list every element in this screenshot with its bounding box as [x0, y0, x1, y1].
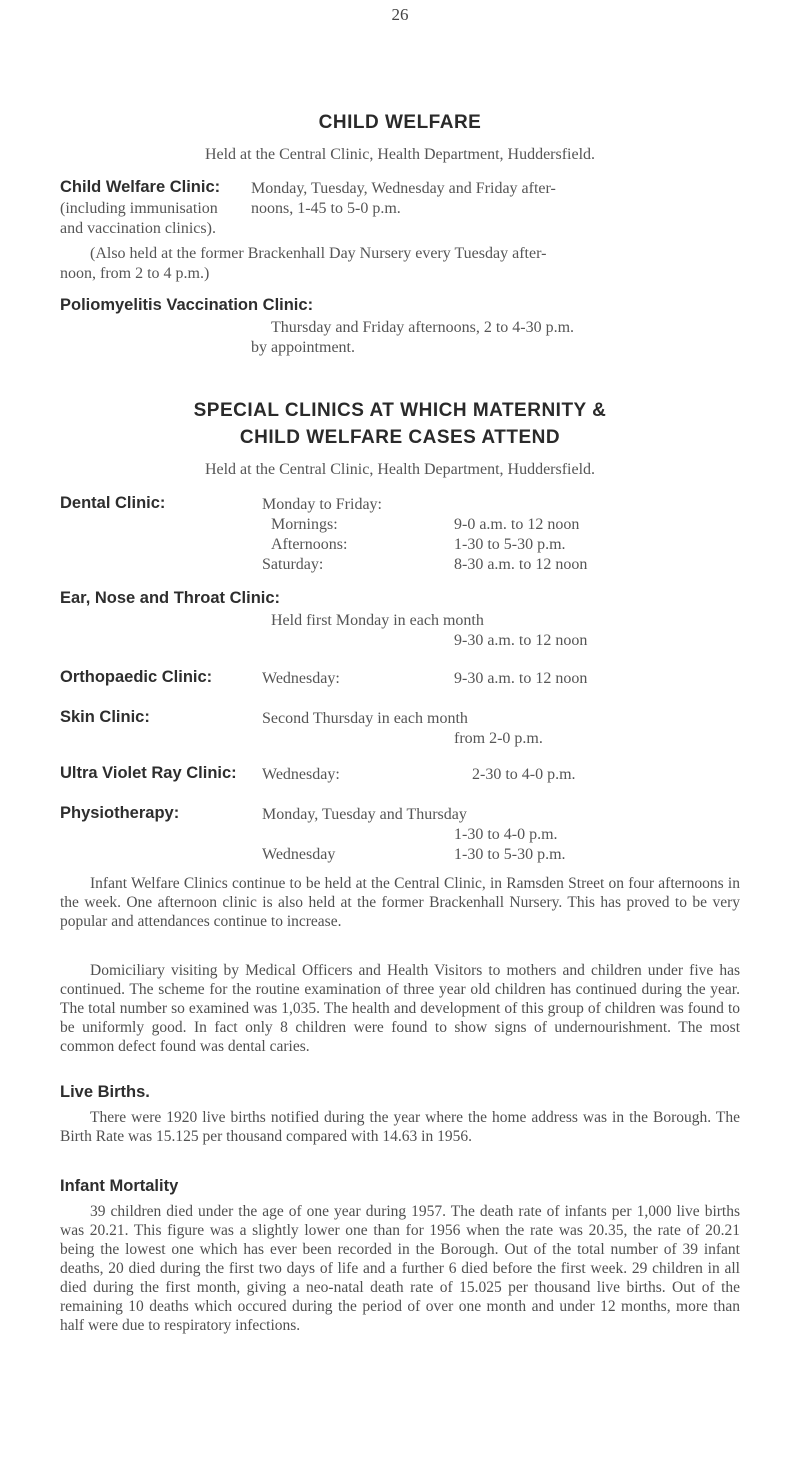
live-births-text: There were 1920 live births notified during the year where the home address was in the Borough. The Birth Rate was 15.125 per thousand compared with 14.63 in 1956. — [60, 1109, 740, 1145]
physiotherapy-time-2: 1-30 to 5-30 p.m. — [454, 846, 566, 863]
physiotherapy-time-1: 1-30 to 4-0 p.m. — [454, 826, 558, 843]
ent-clinic-time: 9-30 a.m. to 12 noon — [454, 632, 588, 649]
orthopaedic-time: 9-30 a.m. to 12 noon — [454, 670, 588, 687]
physiotherapy-days: Monday, Tuesday and Thursday — [262, 806, 467, 823]
dental-mornings-label: Mornings: — [271, 516, 338, 533]
infant-welfare-text: Infant Welfare Clinics continue to be held at the Central Clinic, in Ramsden Street on four afternoons in the week. One afternoon clinic is also held at the former Brackenhall Nursery. This has proved to be very popular and attendances continue to increase. — [60, 875, 740, 930]
skin-clinic-text: Second Thursday in each month — [262, 710, 468, 727]
polio-clinic-appointment: by appointment. — [251, 339, 355, 356]
ent-clinic-label: Ear, Nose and Throat Clinic: — [60, 589, 281, 607]
dental-clinic-label: Dental Clinic: — [60, 494, 166, 512]
child-welfare-title: CHILD WELFARE — [318, 112, 482, 133]
infant-welfare-paragraph — [60, 874, 740, 931]
physiotherapy-label: Physiotherapy: — [60, 804, 180, 822]
polio-clinic-times: Thursday and Friday afternoons, 2 to 4-30 p.m. — [271, 319, 575, 336]
skin-clinic-label: Skin Clinic: — [60, 708, 150, 726]
child-welfare-clinic-days: Monday, Tuesday, Wednesday and Friday after- — [251, 180, 556, 197]
child-welfare-clinic-label: Child Welfare Clinic: — [60, 178, 221, 196]
skin-clinic-time: from 2-0 p.m. — [454, 730, 543, 747]
infant-mortality-paragraph — [60, 1202, 740, 1335]
live-births-paragraph — [60, 1108, 740, 1146]
uv-clinic-label: Ultra Violet Ray Clinic: — [60, 764, 237, 782]
child-welfare-subtitle: Held at the Central Clinic, Health Department, Huddersfield. — [204, 146, 596, 163]
special-clinics-title-2: CHILD WELFARE CASES ATTEND — [239, 427, 561, 448]
uv-clinic-time: 2-30 to 4-0 p.m. — [472, 766, 576, 783]
brackenhall-note: (Also held at the former Brackenhall Day Nursery every Tuesday after- — [90, 245, 547, 262]
domiciliary-text: Domiciliary visiting by Medical Officers and Health Visitors to mothers and children under five has continued. The scheme for the routine examination of three year old children has continued during the year. The total number so examined was 1,035. The health and development of this group of children was found to be uniformly good. In fact only 8 children were found to show signs of undernourishment. The most common defect found was dental caries. — [60, 962, 740, 1055]
live-births-heading: Live Births. — [60, 1083, 150, 1101]
dental-days: Monday to Friday: — [262, 496, 382, 513]
orthopaedic-clinic-label: Orthopaedic Clinic: — [60, 668, 213, 686]
polio-clinic-label: Poliomyelitis Vaccination Clinic: — [60, 296, 314, 314]
orthopaedic-day: Wednesday: — [262, 670, 340, 687]
special-clinics-title-1: SPECIAL CLINICS AT WHICH MATERNITY & — [193, 400, 607, 421]
uv-clinic-day: Wednesday: — [262, 766, 340, 783]
dental-saturday-label: Saturday: — [262, 556, 324, 573]
ent-clinic-text: Held first Monday in each month — [271, 612, 484, 629]
child-welfare-clinic-sublabel-2: and vaccination clinics). — [60, 220, 216, 237]
brackenhall-note-time: noon, from 2 to 4 p.m.) — [60, 265, 210, 282]
infant-mortality-heading: Infant Mortality — [60, 1177, 179, 1195]
child-welfare-clinic-times: noons, 1-45 to 5-0 p.m. — [251, 200, 401, 217]
dental-afternoons-time: 1-30 to 5-30 p.m. — [454, 536, 566, 553]
dental-afternoons-label: Afternoons: — [271, 536, 348, 553]
physiotherapy-day-2: Wednesday — [262, 846, 336, 863]
infant-mortality-text: 39 children died under the age of one year during 1957. The death rate of infants per 1,000 live births was 20.21. This figure was a slightly lower one than for 1956 when the rate was 20.35, the rate of 20.21 being the lowest one which has ever been recorded in the Borough. Out of the total number of 39 infant deaths, 20 died during the first two days of life and a further 6 died before the first week. 29 children in all died during the first month, giving a neo-natal death rate of 15.025 per thousand live births. Out of the remaining 10 deaths which occured during the period of over one month and under 12 months, more than half were due to respiratory infections. — [60, 1203, 740, 1334]
special-clinics-subtitle: Held at the Central Clinic, Health Department, Huddersfield. — [204, 461, 596, 478]
domiciliary-paragraph — [60, 961, 740, 1056]
dental-mornings-time: 9-0 a.m. to 12 noon — [454, 516, 580, 533]
dental-saturday-time: 8-30 a.m. to 12 noon — [454, 556, 588, 573]
child-welfare-clinic-sublabel: (including immunisation — [60, 200, 218, 217]
page-number: 26 — [391, 5, 409, 24]
